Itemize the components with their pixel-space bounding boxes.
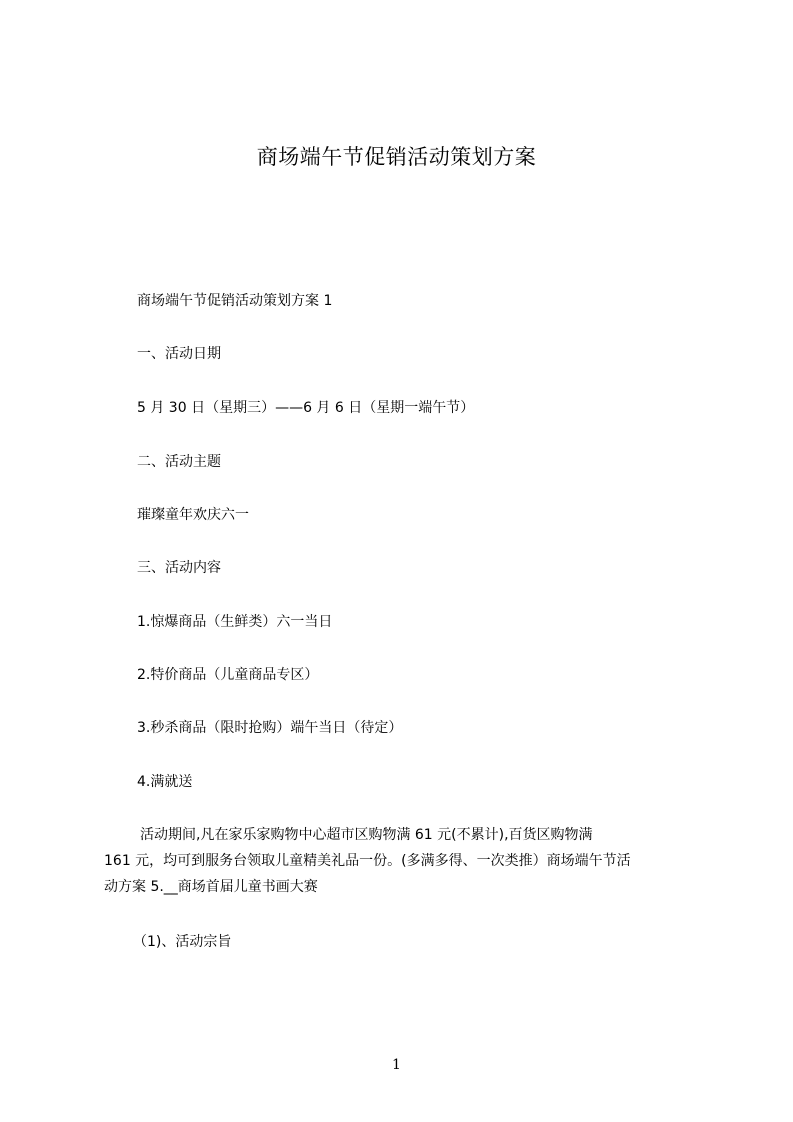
heading-activity-theme: 二、活动主题 [137, 454, 221, 470]
content-item-4: 4.满就送 [137, 774, 193, 790]
paragraph-line-1: 活动期间,凡在家乐家购物中心超市区购物满 61 元(不累计),百货区购物满 [140, 827, 593, 843]
activity-theme-text: 璀璨童年欢庆六一 [137, 507, 249, 523]
paragraph-line-3: 动方案 5.__商场首届儿童书画大赛 [104, 879, 318, 895]
section-heading: 商场端午节促销活动策划方案 1 [137, 293, 333, 309]
paragraph-line-2: 161 元，均可到服务台领取儿童精美礼品一份。(多满多得、一次类推）商场端午节活 [104, 853, 631, 869]
activity-date-text: 5 月 30 日（星期三）——6 月 6 日（星期一端午节） [137, 400, 475, 416]
content-item-1: 1.惊爆商品（生鲜类）六一当日 [137, 614, 333, 630]
subheading-purpose: （1)、活动宗旨 [133, 934, 232, 950]
heading-activity-content: 三、活动内容 [137, 560, 221, 576]
heading-activity-date: 一、活动日期 [137, 346, 221, 362]
content-item-2: 2.特价商品（儿童商品专区） [137, 667, 319, 683]
document-title: 商场端午节促销活动策划方案 [256, 145, 537, 169]
body-paragraph [104, 822, 698, 900]
page-number: 1 [392, 1057, 401, 1073]
content-item-3: 3.秒杀商品（限时抢购）端午当日（待定） [137, 720, 403, 736]
